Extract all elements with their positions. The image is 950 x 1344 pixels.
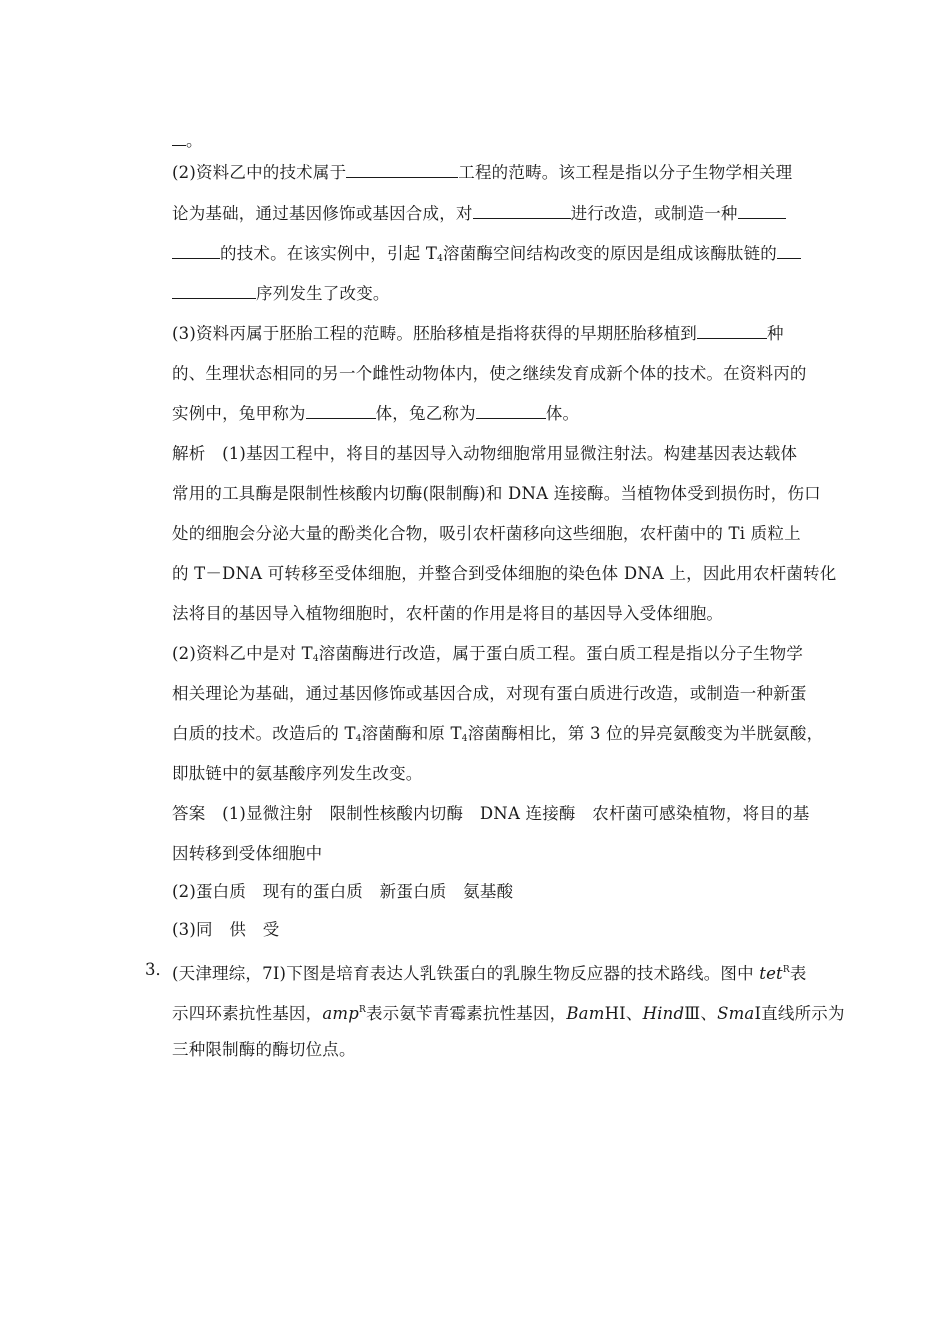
text-line: 论为基础，通过基因修饰或基因合成，对 进行改造，或制造一种 [172, 203, 812, 225]
text-line: 。 [172, 130, 812, 152]
text-line: 的、生理状态相同的另一个雌性动物体内，使之继续发育成新个体的技术。在资料丙的 [172, 364, 807, 383]
answer-blank [172, 130, 186, 146]
analysis-line: 处的细胞会分泌大量的酚类化合物，吸引农杆菌移向这些细胞，农杆菌中的 Ti 质粒上 [172, 524, 801, 543]
question-number: 3． [145, 960, 172, 979]
question-line: (天津理综，7Ⅰ)下图是培育表达人乳铁蛋白的乳腺生物反应器的技术路线。图中 tet$^R$表 [172, 964, 807, 983]
question-line: 三种限制酶的酶切位点。 [172, 1040, 356, 1059]
text-line: (3)资料丙属于胚胎工程的范畴。胚胎移植是指将获得的早期胚胎移植到 种 [172, 324, 784, 343]
answer-blank [697, 323, 767, 339]
text-line: 的技术。在该实例中，引起 $T_4$溶菌酶空间结构改变的原因是组成该酶肽链的 [172, 243, 812, 270]
answer-blank [476, 403, 546, 419]
answer-line: (3)同 供 受 [172, 920, 280, 939]
answer-blank [777, 243, 801, 259]
answer-blank [306, 403, 376, 419]
answer-blank [172, 283, 256, 299]
text-line: (2)资料乙中的技术属于 工程的范畴。该工程是指以分子生物学相关理 [172, 163, 793, 182]
analysis-line: 常用的工具酶是限制性核酸内切酶(限制酶)和 DNA 连接酶。当植物体受到损伤时，伤口 [172, 484, 821, 503]
analysis-line: 的 T－DNA 可转移至受体细胞，并整合到受体细胞的染色体 DNA 上，因此用农杆菌转化 [172, 564, 837, 583]
answer-blank [473, 203, 571, 219]
analysis-line: 即肽链中的氨基酸序列发生改变。 [172, 764, 423, 783]
analysis-line: 解析 (1)基因工程中，将目的基因导入动物细胞常用显微注射法。构建基因表达载体 [172, 444, 798, 463]
analysis-line: 白质的技术。改造后的 $T_4$溶菌酶和原 $T_4$溶菌酶相比，第 3 位的异亮氨酸变为半胱氨酸， [172, 724, 824, 744]
analysis-line: 法将目的基因导入植物细胞时，农杆菌的作用是将目的基因导入受体细胞。 [172, 604, 724, 623]
analysis-line: (2)资料乙中是对 $T_4$溶菌酶进行改造，属于蛋白质工程。蛋白质工程是指以分子生物学 [172, 644, 804, 664]
analysis-line: 相关理论为基础，通过基因修饰或基因合成，对现有蛋白质进行改造，或制造一种新蛋 [172, 684, 807, 703]
text-line: 序列发生了改变。 [172, 283, 812, 305]
question-line: 示四环素抗性基因，amp$^R$表示氨苄青霉素抗性基因，BamHⅠ、HindⅢ、SmaⅠ直线所示为 [172, 1004, 845, 1023]
answer-blank [738, 203, 786, 219]
answer-line: 因转移到受体细胞中 [172, 844, 323, 863]
answer-blank [172, 243, 220, 259]
answer-line: (2)蛋白质 现有的蛋白质 新蛋白质 氨基酸 [172, 882, 514, 901]
answer-blank [346, 162, 458, 178]
text-line: 实例中，兔甲称为 体，兔乙称为 体。 [172, 404, 580, 423]
answer-line: 答案 (1)显微注射 限制性核酸内切酶 DNA 连接酶 农杆菌可感染植物，将目的基 [172, 804, 810, 823]
